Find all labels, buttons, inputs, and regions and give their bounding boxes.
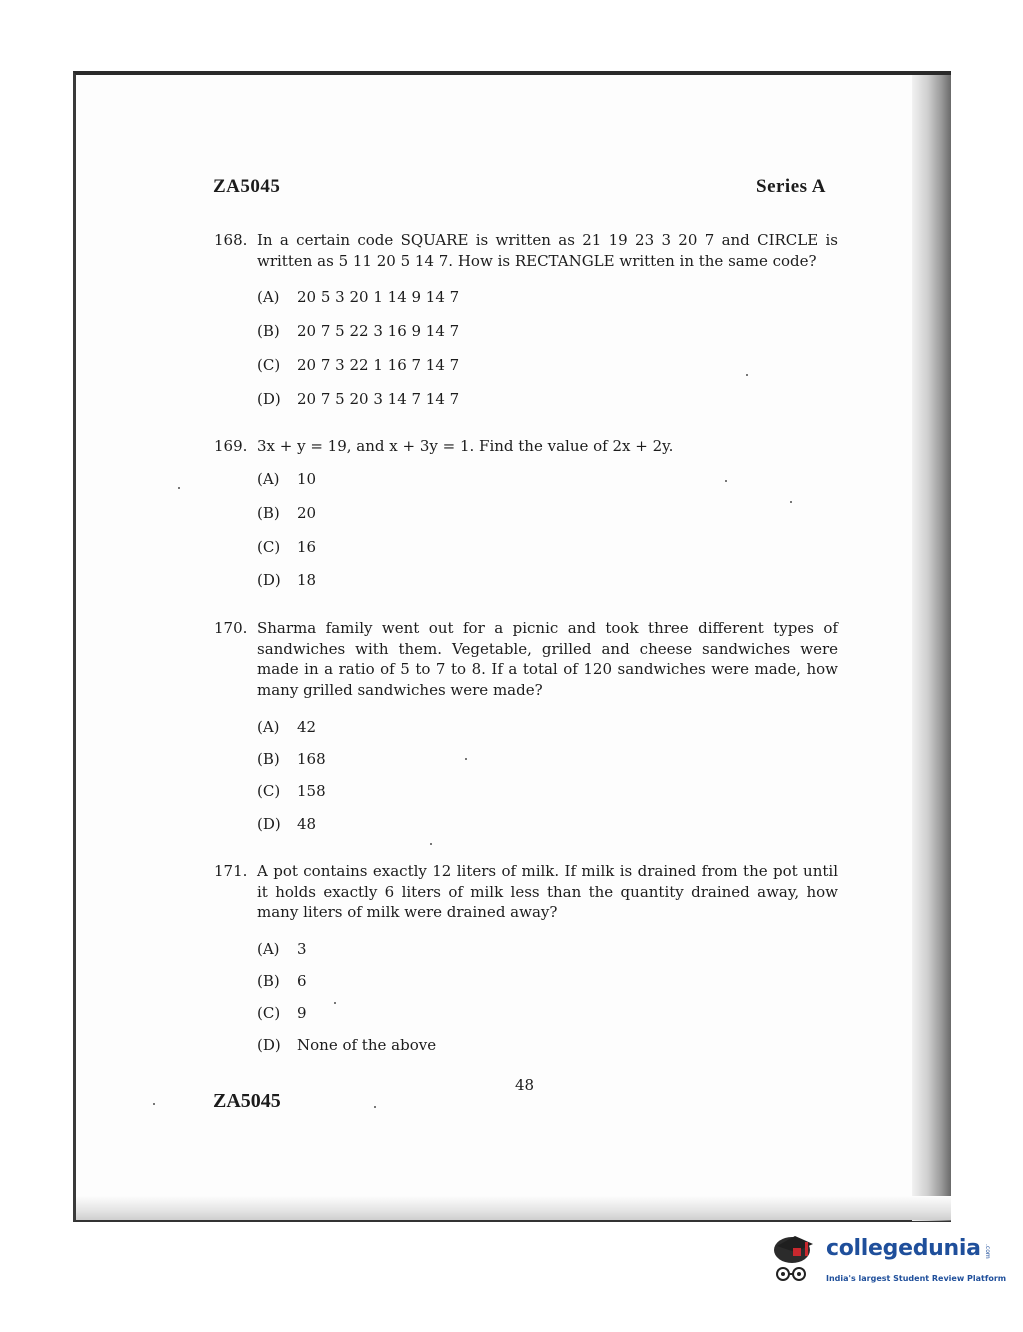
- option-label: (D): [257, 571, 281, 589]
- option-label: (C): [257, 538, 281, 556]
- option-a: [257, 940, 307, 958]
- option-text: 20 7 3 22 1 16 7 14 7: [297, 356, 460, 374]
- option-c: [257, 1004, 307, 1022]
- option-text: 10: [297, 470, 317, 488]
- option-d: [257, 815, 316, 833]
- option-label: (B): [257, 322, 280, 340]
- option-text: 3: [297, 940, 307, 958]
- option-text: 20: [297, 504, 317, 522]
- option-label: (A): [257, 470, 280, 488]
- logo-domain-suffix: .com: [984, 1244, 991, 1259]
- option-text: 20 7 5 22 3 16 9 14 7: [297, 322, 460, 340]
- option-text: 16: [297, 538, 317, 556]
- option-text: 42: [297, 718, 317, 736]
- footer-code: ZA5045: [213, 1090, 281, 1112]
- scan-speck: [465, 758, 467, 760]
- scan-speck: [790, 501, 792, 503]
- page-bottom-shadow: [76, 1196, 951, 1220]
- option-text: 6: [297, 972, 307, 990]
- option-label: (D): [257, 1036, 281, 1054]
- option-text: 168: [297, 750, 326, 768]
- header-series: Series A: [756, 176, 826, 197]
- option-b: [257, 504, 316, 522]
- question-number: 171.: [214, 862, 248, 880]
- page-binding-shadow: [912, 75, 951, 1221]
- option-a: [257, 470, 316, 488]
- option-label: (A): [257, 718, 280, 736]
- scan-speck: [334, 1002, 336, 1004]
- scan-speck: [725, 480, 727, 482]
- option-d: [257, 571, 316, 589]
- logo-brand-text: collegedunia: [826, 1236, 981, 1261]
- option-text: 158: [297, 782, 326, 800]
- option-label: (B): [257, 750, 280, 768]
- option-b: [257, 972, 307, 990]
- question-text: A pot contains exactly 12 liters of milk. If milk is drained from the pot until it holds exactly 6 liters of milk less than the quantity drained away, how many liters of milk were drained away?: [257, 862, 838, 921]
- option-d: [257, 1036, 436, 1054]
- option-text: 9: [297, 1004, 307, 1022]
- option-text: 48: [297, 815, 317, 833]
- option-c: [257, 356, 459, 374]
- page-number: 48: [515, 1076, 535, 1094]
- logo-tagline: India's largest Student Review Platform: [826, 1274, 1007, 1283]
- question-171: [214, 861, 838, 923]
- question-168: [214, 230, 838, 271]
- question-text: Sharma family went out for a picnic and took three different types of sandwiches with them. Vegetable, grilled and cheese sandwiches were made in a ratio of 5 to 7 to 8. If a total of 120 sandwiches were made, how many grilled sandwiches were made?: [257, 619, 838, 699]
- question-170: [214, 618, 838, 700]
- question-169: [214, 436, 838, 457]
- option-d: [257, 390, 459, 408]
- option-c: [257, 538, 316, 556]
- question-number: 170.: [214, 619, 248, 637]
- header-code: ZA5045: [213, 176, 281, 197]
- option-label: (C): [257, 356, 281, 374]
- option-text: None of the above: [297, 1036, 437, 1054]
- scan-speck: [430, 843, 432, 845]
- question-text: In a certain code SQUARE is written as 21 19 23 3 20 7 and CIRCLE is written as 5 11 20 5 14 7. How is RECTANGLE written in the same code?: [257, 231, 838, 270]
- option-text: 20 5 3 20 1 14 9 14 7: [297, 288, 460, 306]
- option-label: (B): [257, 504, 280, 522]
- option-text: 20 7 5 20 3 14 7 14 7: [297, 390, 460, 408]
- question-text: 3x + y = 19, and x + 3y = 1. Find the value of 2x + 2y.: [257, 437, 674, 455]
- scan-speck: [746, 374, 748, 376]
- option-b: [257, 750, 326, 768]
- option-label: (C): [257, 782, 281, 800]
- option-a: [257, 718, 316, 736]
- question-number: 169.: [214, 437, 248, 455]
- option-label: (C): [257, 1004, 281, 1022]
- option-label: (B): [257, 972, 280, 990]
- option-b: [257, 322, 459, 340]
- option-c: [257, 782, 326, 800]
- scan-speck: [374, 1106, 376, 1108]
- option-label: (A): [257, 940, 280, 958]
- option-a: [257, 288, 459, 306]
- option-label: (D): [257, 390, 281, 408]
- option-label: (D): [257, 815, 281, 833]
- question-number: 168.: [214, 231, 248, 249]
- option-text: 18: [297, 571, 317, 589]
- scan-speck: [178, 487, 180, 489]
- option-label: (A): [257, 288, 280, 306]
- scan-speck: [153, 1103, 155, 1105]
